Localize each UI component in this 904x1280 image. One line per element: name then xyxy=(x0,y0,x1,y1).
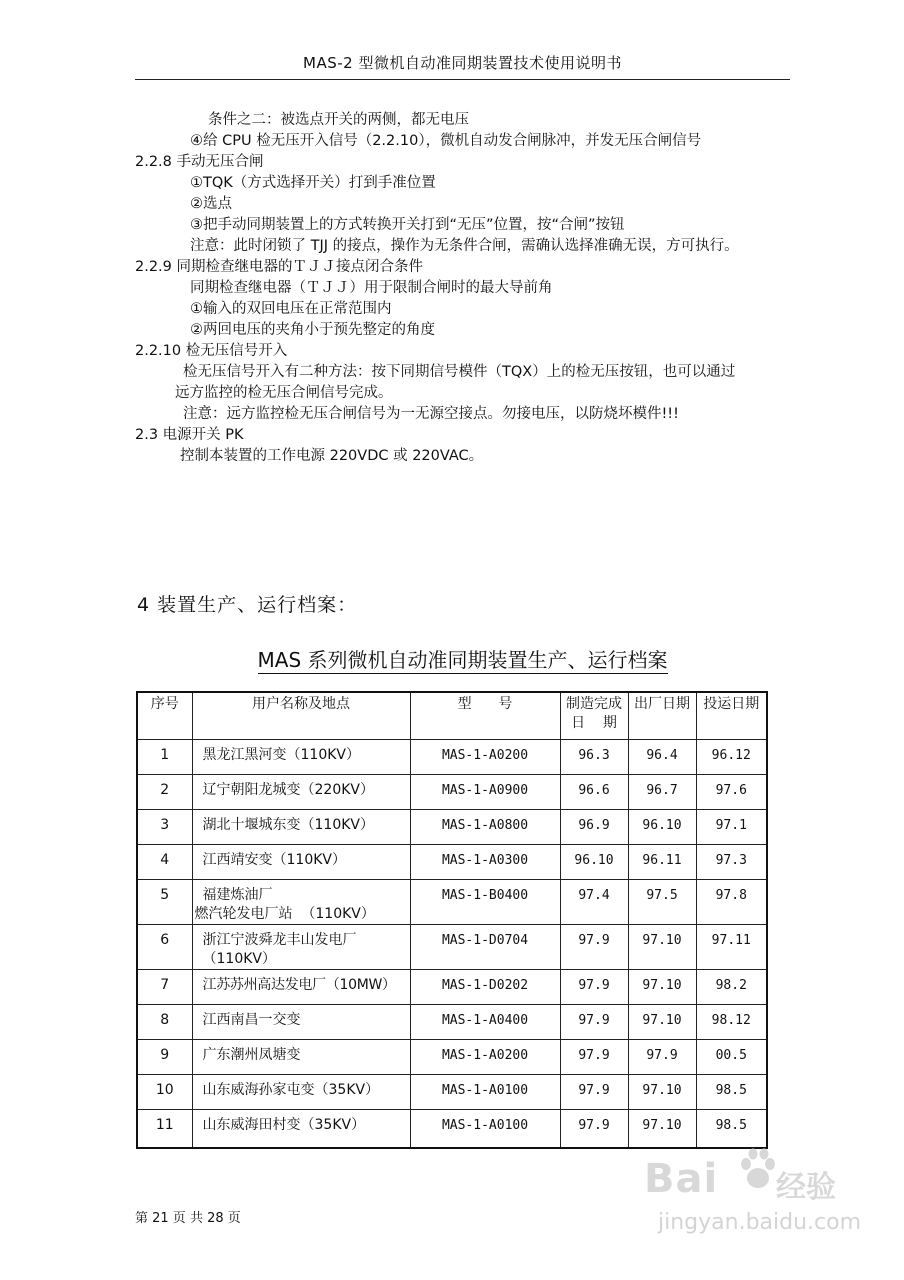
body-line: 检无压信号开入有二种方法：按下同期信号模件（TQX）上的检无压按钮，也可以通过 xyxy=(183,364,736,380)
cell-mfg: 96.9 xyxy=(560,810,628,845)
table-row xyxy=(137,1110,767,1148)
cell-user: 广东潮州凤塘变 xyxy=(192,1040,410,1075)
cell-ship: 97.9 xyxy=(628,1040,696,1075)
table-row xyxy=(137,925,767,970)
cell-run: 98.5 xyxy=(696,1110,767,1148)
table-row xyxy=(137,740,767,775)
cell-mfg: 97.9 xyxy=(560,925,628,970)
cell-mfg: 97.9 xyxy=(560,1005,628,1040)
cell-model: MAS-1-A0200 xyxy=(410,1040,560,1075)
cell-user: 江西南昌一交变 xyxy=(192,1005,410,1040)
cell-ship: 97.10 xyxy=(628,1075,696,1110)
cell-model: MAS-1-A0400 xyxy=(410,1005,560,1040)
cell-user-line1: 福建炼油厂 xyxy=(202,887,273,903)
section-title: 4 装置生产、运行档案： xyxy=(137,594,358,616)
subsection-heading: 2.3 电源开关 PK xyxy=(135,427,244,443)
subsection-heading: 2.2.8 手动无压合闸 xyxy=(135,154,264,170)
cell-no: 3 xyxy=(137,810,192,845)
th-mfg-line2: 日 期 xyxy=(571,715,617,731)
cell-model: MAS-1-D0202 xyxy=(410,970,560,1005)
table-header-row xyxy=(137,692,767,740)
cell-user: 江西靖安变（110KV） xyxy=(192,845,410,880)
subsection-heading: 2.2.10 检无压信号开入 xyxy=(135,343,288,359)
cell-user: 湖北十堰城东变（110KV） xyxy=(192,810,410,845)
table-row xyxy=(137,1040,767,1075)
cell-no: 1 xyxy=(137,740,192,775)
cell-user: 山东威海田村变（35KV） xyxy=(192,1110,410,1148)
body-line: ④给 CPU 检无压开入信号（2.2.10），微机自动发合闸脉冲，并发无压合闸信号 xyxy=(190,133,702,149)
cell-ship: 97.10 xyxy=(628,925,696,970)
cell-model: MAS-1-A0900 xyxy=(410,775,560,810)
cell-mfg: 97.4 xyxy=(560,880,628,925)
watermark-url: jingyan.baidu.com xyxy=(658,1210,862,1235)
cell-ship: 96.7 xyxy=(628,775,696,810)
th-ship-date: 出厂日期 xyxy=(628,692,696,740)
table-title-text: MAS 系列微机自动准同期装置生产、运行档案 xyxy=(257,648,668,672)
cell-user: 黑龙江黑河变（110KV） xyxy=(192,740,410,775)
th-model: 型 号 xyxy=(410,692,560,740)
table-row xyxy=(137,1075,767,1110)
cell-model: MAS-1-A0200 xyxy=(410,740,560,775)
body-line: 注意：远方监控检无压合闸信号为一无源空接点。勿接电压，以防烧坏模件!!! xyxy=(183,406,679,422)
body-line: 远方监控的检无压合闸信号完成。 xyxy=(175,385,393,401)
table-row xyxy=(137,880,767,925)
cell-run: 97.3 xyxy=(696,845,767,880)
body-line: ①输入的双回电压在正常范围内 xyxy=(190,301,392,317)
body-line: ②两回电压的夹角小于预先整定的角度 xyxy=(190,322,435,338)
cell-no: 5 xyxy=(137,880,192,925)
th-mfg-date xyxy=(560,692,628,740)
body-line: 同期检查继电器（ＴＪＪ）用于限制合闸时的最大导前角 xyxy=(190,280,553,296)
body-line: 控制本装置的工作电源 220VDC 或 220VAC。 xyxy=(180,448,484,464)
table-title xyxy=(135,644,790,673)
cell-run: 00.5 xyxy=(696,1040,767,1075)
cell-ship: 96.11 xyxy=(628,845,696,880)
cell-ship: 97.5 xyxy=(628,880,696,925)
cell-run: 97.11 xyxy=(696,925,767,970)
cell-mfg: 96.3 xyxy=(560,740,628,775)
cell-no: 10 xyxy=(137,1075,192,1110)
cell-no: 8 xyxy=(137,1005,192,1040)
cell-run: 98.12 xyxy=(696,1005,767,1040)
th-no: 序号 xyxy=(137,692,192,740)
cell-model: MAS-1-A0100 xyxy=(410,1075,560,1110)
cell-no: 2 xyxy=(137,775,192,810)
cell-user xyxy=(192,880,410,925)
cell-mfg: 97.9 xyxy=(560,1075,628,1110)
cell-no: 9 xyxy=(137,1040,192,1075)
paw-icon xyxy=(738,1148,778,1192)
cell-no: 7 xyxy=(137,970,192,1005)
cell-model: MAS-1-D0704 xyxy=(410,925,560,970)
cell-run: 98.2 xyxy=(696,970,767,1005)
cell-user-line1: 浙江宁波舜龙丰山发电厂 xyxy=(202,932,357,948)
watermark-logo-text: Bai xyxy=(644,1156,719,1202)
cell-mfg: 96.10 xyxy=(560,845,628,880)
cell-run: 96.12 xyxy=(696,740,767,775)
cell-user-line2: （110KV） xyxy=(202,951,276,967)
cell-run: 98.5 xyxy=(696,1075,767,1110)
cell-no: 4 xyxy=(137,845,192,880)
page-number-footer: 第 21 页 共 28 页 xyxy=(135,1211,241,1226)
th-user: 用户名称及地点 xyxy=(192,692,410,740)
cell-no: 11 xyxy=(137,1110,192,1148)
page-header: MAS-2 型微机自动准同期装置技术使用说明书 xyxy=(135,52,790,80)
cell-mfg: 97.9 xyxy=(560,970,628,1005)
cell-model: MAS-1-A0800 xyxy=(410,810,560,845)
cell-ship: 96.10 xyxy=(628,810,696,845)
cell-user: 江苏苏州高达发电厂（10MW） xyxy=(192,970,410,1005)
table-row xyxy=(137,970,767,1005)
cell-run: 97.8 xyxy=(696,880,767,925)
body-line: ②选点 xyxy=(190,196,232,212)
cell-ship: 97.10 xyxy=(628,1110,696,1148)
table-row xyxy=(137,1005,767,1040)
cell-no: 6 xyxy=(137,925,192,970)
body-line: 条件之二：被选点开关的两侧，都无电压 xyxy=(208,112,469,128)
table-row xyxy=(137,810,767,845)
subsection-heading: 2.2.9 同期检查继电器的ＴＪＪ接点闭合条件 xyxy=(135,259,424,275)
watermark-logo-cn: 经验 xyxy=(776,1170,836,1205)
cell-run: 97.6 xyxy=(696,775,767,810)
cell-user xyxy=(192,925,410,970)
body-line: 注意：此时闭锁了 TJJ 的接点，操作为无条件合闸，需确认选择准确无误，方可执行。 xyxy=(190,238,739,254)
cell-mfg: 97.9 xyxy=(560,1110,628,1148)
cell-model: MAS-1-A0100 xyxy=(410,1110,560,1148)
cell-user-line2: 燃汽轮发电厂站 （110KV） xyxy=(194,906,375,922)
cell-user: 辽宁朝阳龙城变（220KV） xyxy=(192,775,410,810)
cell-ship: 96.4 xyxy=(628,740,696,775)
cell-mfg: 96.6 xyxy=(560,775,628,810)
body-line: ③把手动同期装置上的方式转换开关打到“无压”位置，按“合闸”按钮 xyxy=(190,217,625,233)
cell-mfg: 97.9 xyxy=(560,1040,628,1075)
table-row xyxy=(137,775,767,810)
table-row xyxy=(137,845,767,880)
archive-table xyxy=(136,691,768,1149)
cell-run: 97.1 xyxy=(696,810,767,845)
cell-ship: 97.10 xyxy=(628,970,696,1005)
cell-user: 山东威海孙家屯变（35KV） xyxy=(192,1075,410,1110)
th-run-date: 投运日期 xyxy=(696,692,767,740)
cell-model: MAS-1-B0400 xyxy=(410,880,560,925)
th-mfg-line1: 制造完成 xyxy=(566,696,622,712)
body-line: ①TQK（方式选择开关）打到手准位置 xyxy=(190,175,436,191)
cell-model: MAS-1-A0300 xyxy=(410,845,560,880)
baidu-jingyan-watermark xyxy=(644,1148,874,1248)
cell-ship: 97.10 xyxy=(628,1005,696,1040)
